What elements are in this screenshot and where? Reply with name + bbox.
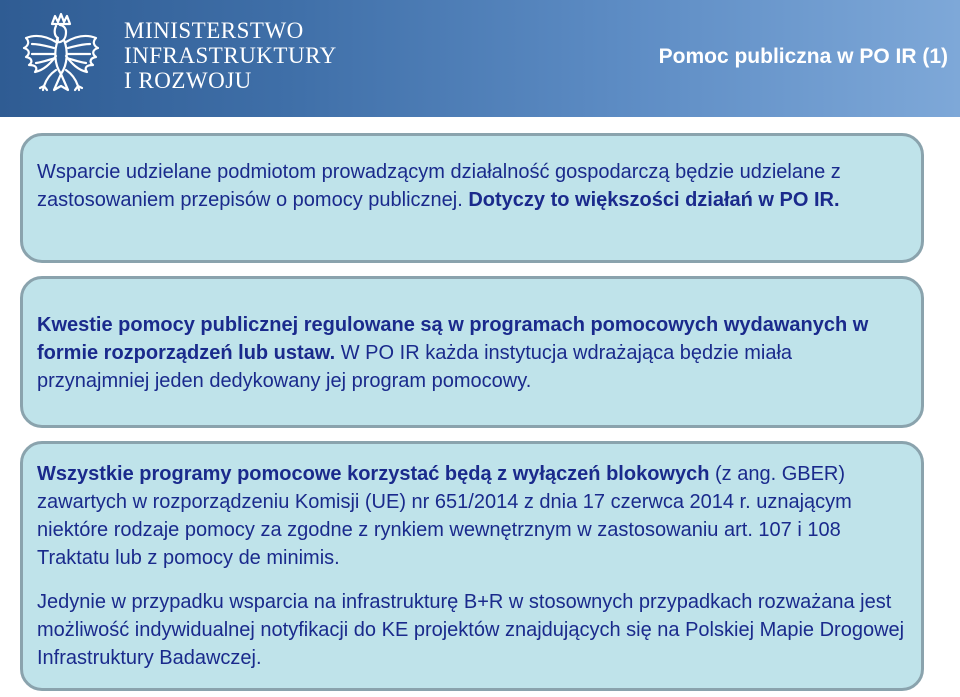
slide-header	[0, 0, 960, 117]
box1-bold: Dotyczy to większości działań w PO IR.	[468, 189, 840, 211]
slide-title: Pomoc publiczna w PO IR (1)	[658, 45, 948, 68]
box3-bold: Wszystkie programy pomocowe korzystać będą z wyłączeń blokowych	[37, 463, 710, 485]
box2-text: W PO IR każda instytucja wdrażająca będzie miała przynajmniej jeden dedykowany jej program pomocowy.	[37, 342, 793, 392]
ministry-line-1: MINISTERSTWO	[124, 18, 304, 43]
box2-bold: Kwestie pomocy publicznej regulowane są w programach pomocowych wydawanych w formie rozporządzeń lub ustaw.	[37, 314, 869, 364]
ministry-line-3: I ROZWOJU	[124, 68, 252, 93]
box1-text: Wsparcie udzielane podmiotom prowadzącym działalność gospodarczą będzie udzielane z zastosowaniem przepisów o pomocy publicznej.	[37, 161, 841, 211]
info-box-3	[20, 441, 924, 691]
box3-text-1: (z ang. GBER) zawartych w rozporządzeniu Komisji (UE) nr 651/2014 z dnia 17 czerwca 2014 r. uznającym niektóre rodzaje pomocy za zgodne z rynkiem wewnętrznym w zastosowaniu art. 107 i 108 Traktatu lub z pomocy de minimis.	[37, 463, 852, 569]
ministry-name	[124, 18, 337, 93]
eagle-emblem-icon	[16, 10, 106, 106]
ministry-line-2: INFRASTRUKTURY	[124, 43, 337, 68]
info-box-1	[20, 133, 924, 263]
info-box-2	[20, 276, 924, 428]
box3-paragraph-1	[37, 460, 907, 572]
box3-paragraph-2: Jedynie w przypadku wsparcia na infrastrukturę B+R w stosownych przypadkach rozważana jest możliwość indywidualnej notyfikacji do KE projektów znajdujących się na Polskiej Mapie Drogowej Infrastruktury Badawczej.	[37, 591, 905, 669]
